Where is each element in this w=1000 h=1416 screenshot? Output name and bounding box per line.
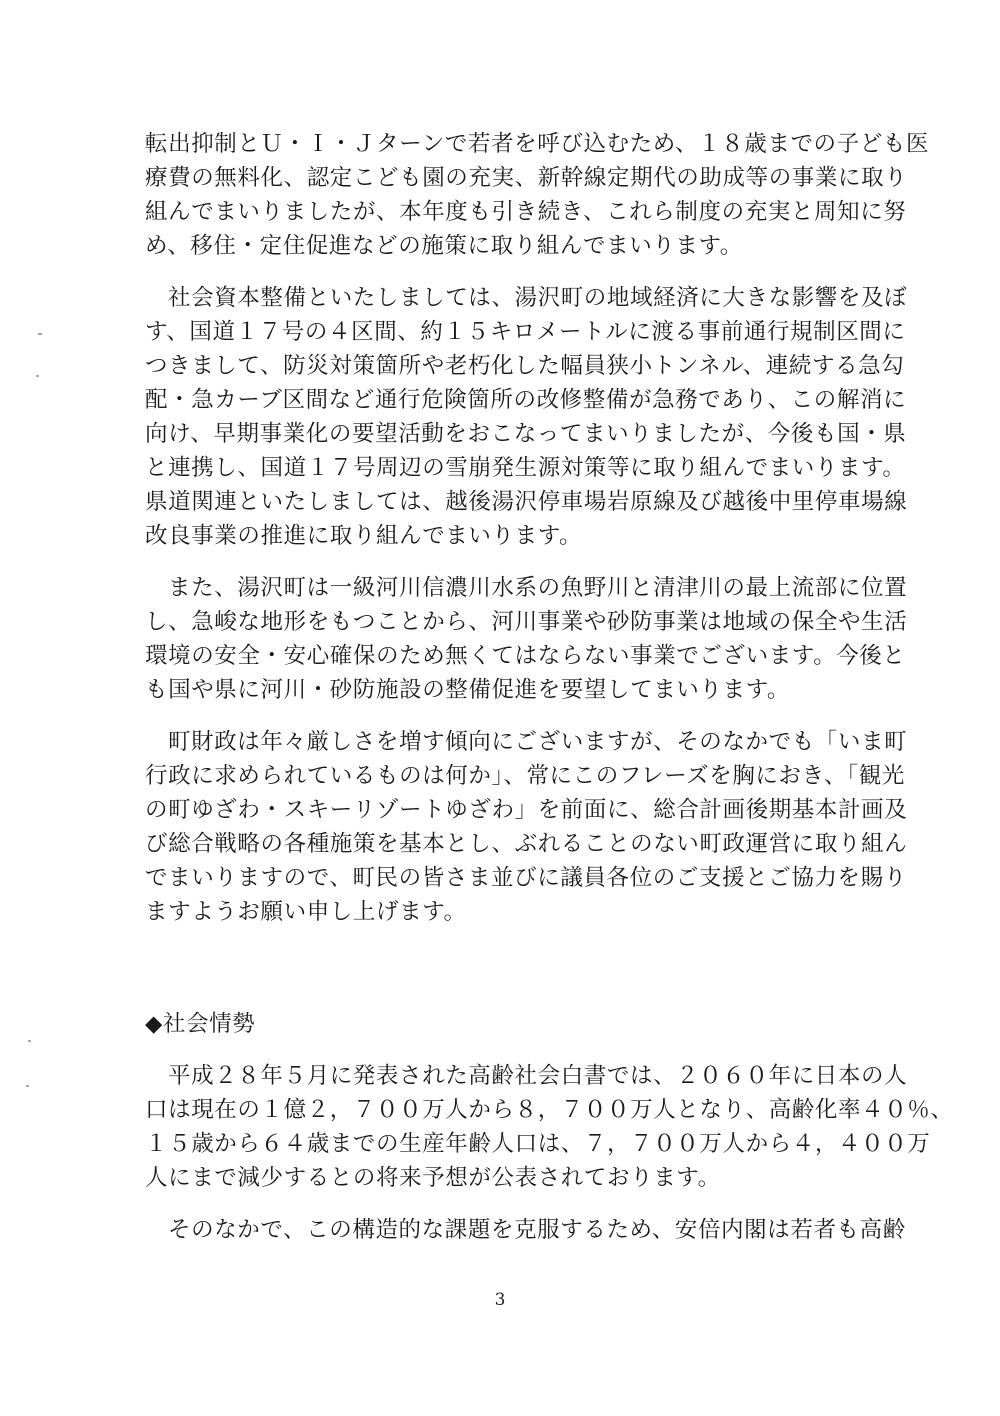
text-line: 療費の無料化、認定こども園の充実、新幹線定期代の助成等の事業に取り bbox=[145, 165, 908, 191]
text-line: つきまして、防災対策箇所や老朽化した幅員狭小トンネル、連続する急勾 bbox=[145, 353, 905, 379]
text-line: め、移住・定住促進などの施策に取り組んでまいります。 bbox=[145, 233, 743, 259]
document-body bbox=[145, 127, 954, 1247]
text-line: ますようお願い申し上げます。 bbox=[145, 899, 467, 925]
text-line: 社会資本整備といたしましては、湯沢町の地域経済に大きな影響を及ぼ bbox=[168, 285, 908, 311]
text-line: 行政に求められているものは何か」、常にこのフレーズを胸におき、「観光 bbox=[145, 763, 905, 789]
text-line: 改良事業の推進に取り組んでまいります。 bbox=[145, 523, 583, 549]
paragraph-cabinet bbox=[145, 1213, 910, 1247]
text-line: 組んでまいりましたが、本年度も引き続き、これら制度の充実と周知に努 bbox=[145, 199, 907, 225]
paragraph-river-works bbox=[145, 571, 910, 707]
text-line: 町財政は年々厳しさを増す傾向にございますが、そのなかでも「いま町 bbox=[168, 729, 908, 755]
text-line: と連携し、国道１７号周辺の雪崩発生源対策等に取り組んでまいります。 bbox=[145, 455, 906, 481]
text-line: も国や県に河川・砂防施設の整備促進を要望してまいります。 bbox=[145, 677, 791, 703]
text-line: 向け、早期事業化の要望活動をおこなってまいりましたが、今後も国・県 bbox=[145, 421, 907, 447]
scan-speck bbox=[38, 333, 42, 335]
paragraph-social-situation bbox=[145, 1059, 954, 1195]
paragraph-finance bbox=[145, 725, 910, 929]
section-heading: ◆社会情勢 bbox=[145, 1011, 256, 1037]
text-line: 転出抑制とＵ・Ｉ・Ｊターンで若者を呼び込むため、１８歳までの子ども医 bbox=[145, 131, 930, 157]
text-line: でまいりますので、町民の皆さま並びに議員各位のご支援とご協力を賜り bbox=[145, 865, 907, 891]
text-line: そのなかで、この構造的な課題を克服するため、安倍内閣は若者も高齢 bbox=[168, 1217, 906, 1243]
text-line: 配・急カーブ区間など通行危険箇所の改修整備が急務であり、この解消に bbox=[145, 387, 907, 413]
text-line: また、湯沢町は一級河川信濃川水系の魚野川と清津川の最上流部に位置 bbox=[168, 575, 908, 601]
text-line: の町ゆざわ・スキーリゾートゆざわ」を前面に、総合計画後期基本計画及 bbox=[145, 797, 908, 823]
text-line: 環境の安全・安心確保のため無くてはならない事業でございます。今後と bbox=[145, 643, 906, 669]
paragraph-youth-support bbox=[145, 127, 930, 263]
text-line: し、急峻な地形をもつことから、河川事業や砂防事業は地域の保全や生活 bbox=[145, 609, 908, 635]
page-number: 3 bbox=[494, 1290, 506, 1310]
text-line: び総合戦略の各種施策を基本とし、ぶれることのない町政運営に取り組ん bbox=[145, 831, 908, 857]
text-line: 口は現在の１億２，７００万人から８，７００万人となり、高齢化率４０％、 bbox=[145, 1097, 954, 1123]
scan-speck bbox=[26, 1085, 29, 1087]
paragraph-infrastructure bbox=[145, 281, 910, 553]
scan-speck bbox=[28, 1040, 31, 1042]
text-line: 平成２８年５月に発表された高齢社会白書では、２０６０年に日本の人 bbox=[168, 1063, 908, 1089]
text-line: １５歳から６４歳までの生産年齢人口は、７，７００万人から４，４００万 bbox=[145, 1131, 931, 1157]
text-line: 人にまで減少するとの将来予想が公表されております。 bbox=[145, 1165, 721, 1191]
text-line: 県道関連といたしましては、越後湯沢停車場岩原線及び越後中里停車場線 bbox=[145, 489, 908, 515]
scan-speck bbox=[36, 375, 39, 377]
text-line: す、国道１７号の４区間、約１５キロメートルに渡る事前通行規制区間に bbox=[145, 319, 906, 345]
